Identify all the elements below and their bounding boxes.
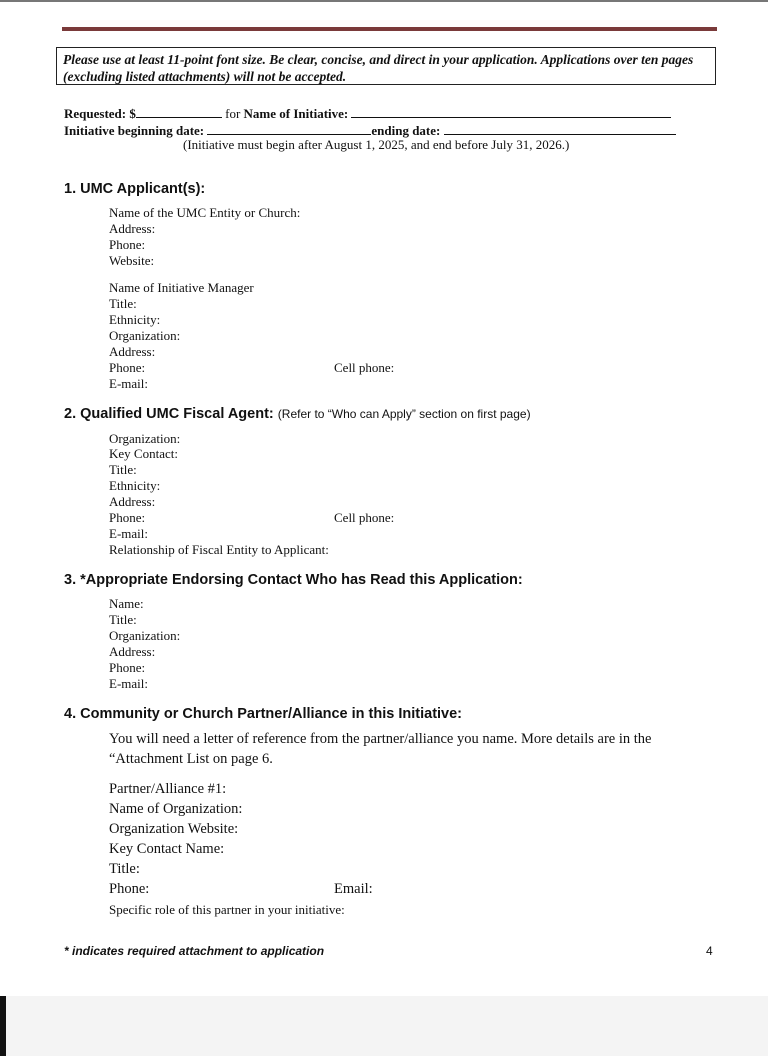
church-website-field: Website:: [109, 253, 155, 268]
partner-role-field: Specific role of this partner in your initiative:: [109, 902, 345, 917]
fiscal-email-field: E-mail:: [109, 526, 148, 541]
fiscal-address-field: Address:: [109, 494, 156, 509]
partner-number-field: Partner/Alliance #1:: [109, 781, 227, 797]
begin-date-blank[interactable]: [207, 121, 371, 135]
manager-organization-field: Organization:: [109, 328, 181, 343]
date-requirement-note: (Initiative must begin after August 1, 2025, and end before July 31, 2026.): [183, 137, 570, 152]
initiative-name-label: Name of Initiative:: [243, 106, 349, 121]
header-rule: [62, 27, 717, 31]
instructions-notice: Please use at least 11-point font size. Be clear, concise, and direct in your application. Applications over ten pages (excluding listed attachments) will not be accepted.: [56, 47, 716, 85]
begin-date-label: Initiative beginning date:: [64, 123, 205, 138]
fiscal-ethnicity-field: Ethnicity:: [109, 478, 161, 493]
section-4-intro: You will need a letter of reference from the partner/alliance you name. More details are in the “Attachment List on page 6.: [109, 731, 652, 767]
fiscal-title-field: Title:: [109, 462, 137, 477]
fiscal-organization-field: Organization:: [109, 431, 181, 446]
initiative-name-blank[interactable]: [351, 104, 671, 118]
section-3-heading: 3. *Appropriate Endorsing Contact Who has Read this Application:: [64, 572, 523, 588]
requested-label: Requested: $: [64, 106, 136, 121]
partner-phone-field: Phone:: [109, 881, 150, 897]
partner-contact-field: Key Contact Name:: [109, 841, 225, 857]
end-date-label: ending date:: [371, 123, 441, 138]
requested-amount-blank[interactable]: [136, 104, 222, 118]
endorser-organization-field: Organization:: [109, 628, 181, 643]
for-label: for: [225, 106, 241, 121]
partner-website-field: Organization Website:: [109, 821, 239, 837]
manager-ethnicity-field: Ethnicity:: [109, 312, 161, 327]
manager-address-field: Address:: [109, 344, 156, 359]
endorser-name-field: Name:: [109, 596, 144, 611]
page-number: 4: [706, 944, 713, 958]
partner-email-field: Email:: [334, 881, 373, 897]
end-date-blank[interactable]: [444, 121, 676, 135]
partner-organization-field: Name of Organization:: [109, 801, 243, 817]
church-address-field: Address:: [109, 221, 156, 236]
fiscal-key-contact-field: Key Contact:: [109, 446, 178, 461]
section-2-note: (Refer to “Who can Apply” section on first page): [277, 407, 531, 421]
endorser-email-field: E-mail:: [109, 676, 148, 691]
scan-edge: [0, 0, 768, 2]
requested-line: [64, 104, 671, 122]
scan-edge-mark: [0, 996, 6, 1056]
section-2-title: 2. Qualified UMC Fiscal Agent:: [64, 406, 274, 422]
manager-cell-phone-field: Cell phone:: [334, 360, 395, 375]
church-name-field: Name of the UMC Entity or Church:: [109, 205, 301, 220]
fiscal-cell-phone-field: Cell phone:: [334, 510, 395, 525]
section-2-heading: [64, 406, 531, 422]
endorser-address-field: Address:: [109, 644, 156, 659]
fiscal-phone-field: Phone:: [109, 510, 146, 525]
church-phone-field: Phone:: [109, 237, 146, 252]
manager-phone-field: Phone:: [109, 360, 146, 375]
partner-title-field: Title:: [109, 861, 140, 877]
fiscal-relationship-field: Relationship of Fiscal Entity to Applicant:: [109, 542, 329, 557]
endorser-title-field: Title:: [109, 612, 137, 627]
section-4-heading: 4. Community or Church Partner/Alliance in this Initiative:: [64, 706, 463, 722]
section-1-heading: 1. UMC Applicant(s):: [64, 181, 206, 197]
manager-name-field: Name of Initiative Manager: [109, 280, 254, 295]
manager-email-field: E-mail:: [109, 376, 148, 391]
required-attachment-note: * indicates required attachment to application: [64, 944, 325, 958]
manager-title-field: Title:: [109, 296, 137, 311]
endorser-phone-field: Phone:: [109, 660, 146, 675]
